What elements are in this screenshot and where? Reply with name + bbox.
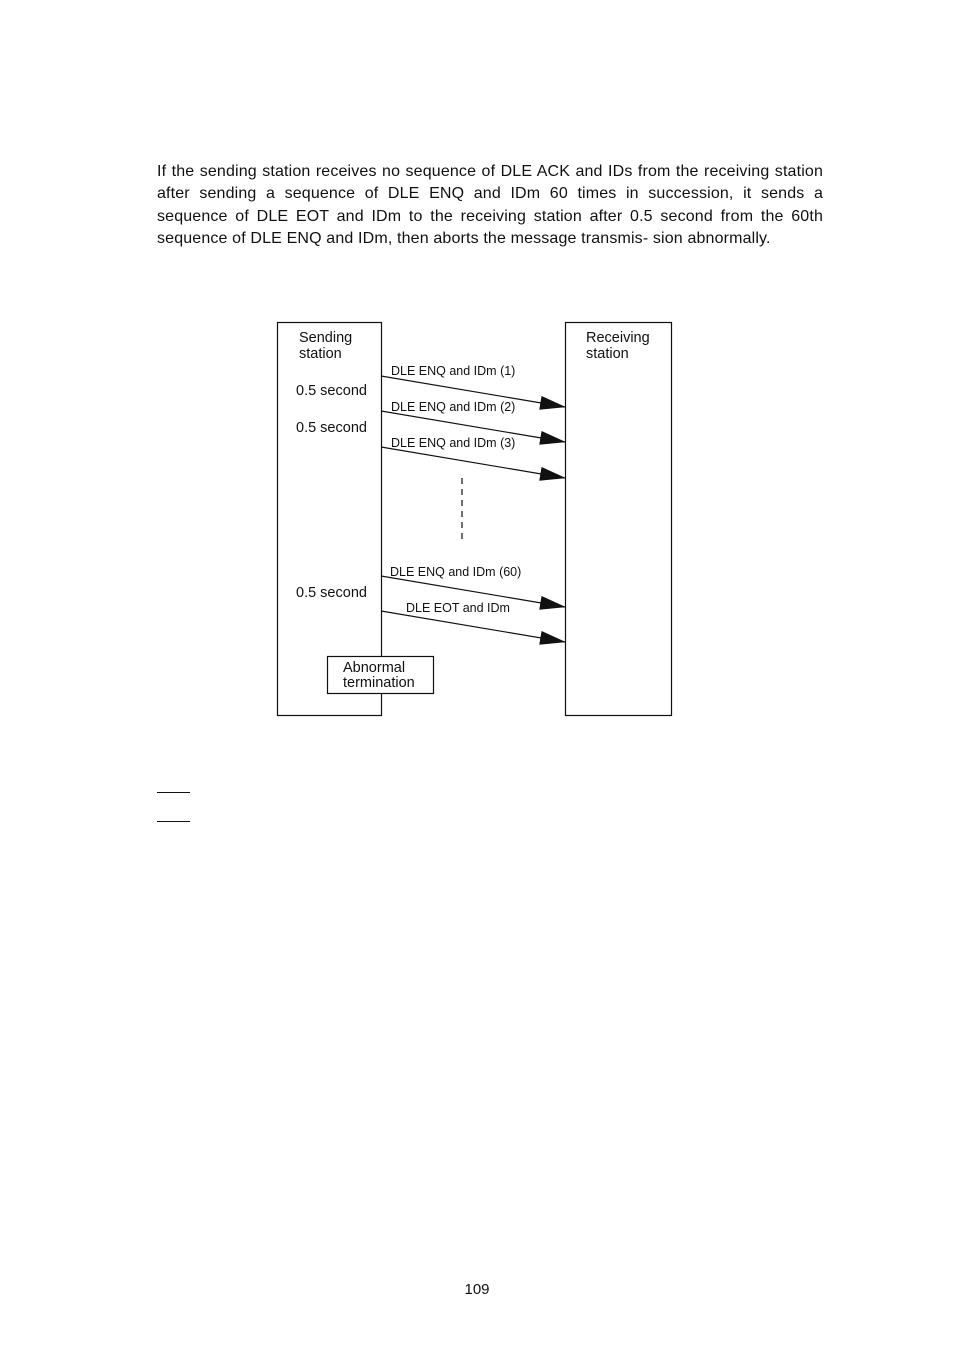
interval-label-1: 0.5 second xyxy=(296,383,367,399)
receiving-station-label-line2: station xyxy=(586,346,629,362)
message-label-1: DLE ENQ and IDm (1) xyxy=(391,364,516,378)
message-label-3: DLE ENQ and IDm (3) xyxy=(391,436,516,450)
interval-label-3: 0.5 second xyxy=(296,585,367,601)
sending-station-label-line1: Sending xyxy=(299,330,353,346)
sending-station-label-line2: station xyxy=(299,346,342,362)
interval-label-2: 0.5 second xyxy=(296,420,367,436)
message-arrow-eot xyxy=(381,611,565,642)
abnormal-termination-line1: Abnormal xyxy=(343,660,406,676)
abnormal-termination-line2: termination xyxy=(343,675,415,691)
message-label-60: DLE ENQ and IDm (60) xyxy=(390,565,522,579)
footnote-rule-2 xyxy=(157,821,190,822)
message-label-2: DLE ENQ and IDm (2) xyxy=(391,400,516,414)
receiving-station-box xyxy=(566,323,672,716)
message-arrow-3 xyxy=(381,447,565,478)
body-paragraph: If the sending station receives no sequence of DLE ACK and IDs from the receiving station after sending a sequence of DLE ENQ and IDm 60 times in succession, it sends a sequence of DLE EOT and IDm to the receiving station after 0.5 second from the 60th sequence of DLE ENQ and IDm, then aborts the message transmis- sion abnormally. xyxy=(157,163,823,248)
page-number: 109 xyxy=(464,1281,490,1298)
footnote-rule-1 xyxy=(157,792,190,793)
receiving-station-label-line1: Receiving xyxy=(586,330,650,346)
message-label-eot: DLE EOT and IDm xyxy=(406,601,510,615)
